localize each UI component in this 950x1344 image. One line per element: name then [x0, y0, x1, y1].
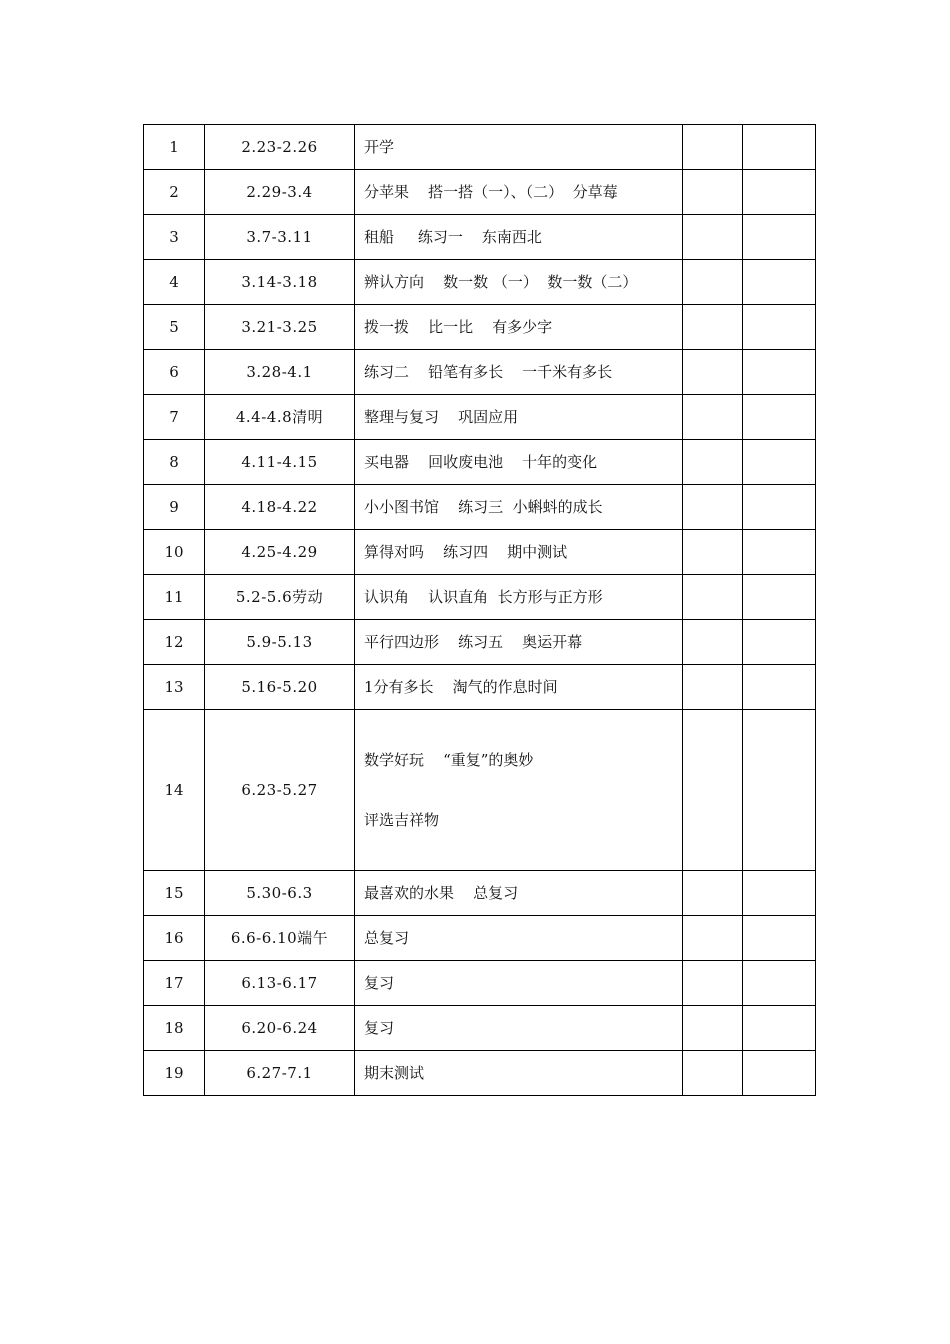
blank-cell — [743, 665, 816, 710]
table-row — [144, 260, 816, 305]
week-number: 14 — [144, 710, 205, 871]
date-range: 5.2-5.6劳动 — [205, 575, 355, 620]
week-number: 2 — [144, 170, 205, 215]
table-row — [144, 350, 816, 395]
date-range: 5.16-5.20 — [205, 665, 355, 710]
lesson-content: 小小图书馆 练习三 小蝌蚪的成长 — [355, 485, 683, 530]
week-number: 12 — [144, 620, 205, 665]
week-number: 17 — [144, 961, 205, 1006]
blank-cell — [743, 1051, 816, 1096]
table-row — [144, 665, 816, 710]
lesson-content: 辨认方向 数一数 （一） 数一数（二） — [355, 260, 683, 305]
week-number: 7 — [144, 395, 205, 440]
lesson-content: 复习 — [355, 1006, 683, 1051]
lesson-content: 整理与复习 巩固应用 — [355, 395, 683, 440]
week-number: 11 — [144, 575, 205, 620]
blank-cell — [743, 620, 816, 665]
blank-cell — [743, 916, 816, 961]
week-number: 13 — [144, 665, 205, 710]
blank-cell — [683, 125, 743, 170]
date-range: 4.11-4.15 — [205, 440, 355, 485]
lesson-content: 认识角 认识直角 长方形与正方形 — [355, 575, 683, 620]
lesson-content: 最喜欢的水果 总复习 — [355, 871, 683, 916]
date-range: 3.7-3.11 — [205, 215, 355, 260]
table-row — [144, 395, 816, 440]
date-range: 5.9-5.13 — [205, 620, 355, 665]
blank-cell — [743, 575, 816, 620]
lesson-content: 1分有多长 淘气的作息时间 — [355, 665, 683, 710]
blank-cell — [743, 1006, 816, 1051]
week-number: 1 — [144, 125, 205, 170]
week-number: 5 — [144, 305, 205, 350]
lesson-content: 总复习 — [355, 916, 683, 961]
blank-cell — [683, 620, 743, 665]
blank-cell — [683, 665, 743, 710]
week-number: 9 — [144, 485, 205, 530]
blank-cell — [743, 530, 816, 575]
blank-cell — [743, 710, 816, 871]
table-row — [144, 916, 816, 961]
week-number: 15 — [144, 871, 205, 916]
blank-cell — [683, 530, 743, 575]
blank-cell — [683, 215, 743, 260]
blank-cell — [683, 961, 743, 1006]
table-row — [144, 871, 816, 916]
date-range: 4.25-4.29 — [205, 530, 355, 575]
date-range: 2.23-2.26 — [205, 125, 355, 170]
lesson-content — [355, 710, 683, 871]
blank-cell — [743, 350, 816, 395]
blank-cell — [743, 871, 816, 916]
blank-cell — [683, 170, 743, 215]
blank-cell — [683, 710, 743, 871]
date-range: 3.14-3.18 — [205, 260, 355, 305]
teaching-schedule-table — [143, 124, 816, 1096]
blank-cell — [743, 215, 816, 260]
table-row — [144, 961, 816, 1006]
blank-cell — [743, 260, 816, 305]
lesson-content: 平行四边形 练习五 奥运开幕 — [355, 620, 683, 665]
blank-cell — [683, 305, 743, 350]
lesson-content: 买电器 回收废电池 十年的变化 — [355, 440, 683, 485]
blank-cell — [683, 440, 743, 485]
date-range: 4.4-4.8清明 — [205, 395, 355, 440]
week-number: 8 — [144, 440, 205, 485]
date-range: 6.13-6.17 — [205, 961, 355, 1006]
blank-cell — [743, 125, 816, 170]
date-range: 6.27-7.1 — [205, 1051, 355, 1096]
lesson-content-line: 评选吉祥物 — [364, 811, 440, 829]
table-row — [144, 620, 816, 665]
lesson-content: 拨一拨 比一比 有多少字 — [355, 305, 683, 350]
lesson-content: 分苹果 搭一搭（一）、（二） 分草莓 — [355, 170, 683, 215]
blank-cell — [683, 871, 743, 916]
table-row — [144, 710, 816, 871]
lesson-content: 复习 — [355, 961, 683, 1006]
week-number: 18 — [144, 1006, 205, 1051]
table-row — [144, 1006, 816, 1051]
blank-cell — [683, 575, 743, 620]
date-range: 3.21-3.25 — [205, 305, 355, 350]
lesson-content: 租船 练习一 东南西北 — [355, 215, 683, 260]
table-row — [144, 305, 816, 350]
table-row — [144, 215, 816, 260]
blank-cell — [683, 1051, 743, 1096]
week-number: 10 — [144, 530, 205, 575]
blank-cell — [683, 260, 743, 305]
table-row — [144, 1051, 816, 1096]
lesson-content: 开学 — [355, 125, 683, 170]
blank-cell — [743, 305, 816, 350]
table-row — [144, 485, 816, 530]
blank-cell — [683, 916, 743, 961]
date-range: 5.30-6.3 — [205, 871, 355, 916]
week-number: 16 — [144, 916, 205, 961]
blank-cell — [743, 440, 816, 485]
blank-cell — [683, 1006, 743, 1051]
lesson-content: 练习二 铅笔有多长 一千米有多长 — [355, 350, 683, 395]
date-range: 3.28-4.1 — [205, 350, 355, 395]
week-number: 19 — [144, 1051, 205, 1096]
blank-cell — [743, 170, 816, 215]
week-number: 4 — [144, 260, 205, 305]
blank-cell — [683, 395, 743, 440]
table-row — [144, 575, 816, 620]
table-row — [144, 170, 816, 215]
week-number: 3 — [144, 215, 205, 260]
week-number: 6 — [144, 350, 205, 395]
date-range: 6.20-6.24 — [205, 1006, 355, 1051]
date-range: 4.18-4.22 — [205, 485, 355, 530]
lesson-content: 算得对吗 练习四 期中测试 — [355, 530, 683, 575]
lesson-content-line: 数学好玩 “重复”的奥妙 — [364, 751, 534, 769]
date-range: 2.29-3.4 — [205, 170, 355, 215]
blank-cell — [683, 350, 743, 395]
table-row — [144, 440, 816, 485]
lesson-content: 期末测试 — [355, 1051, 683, 1096]
blank-cell — [683, 485, 743, 530]
blank-cell — [743, 961, 816, 1006]
table-row — [144, 530, 816, 575]
blank-cell — [743, 485, 816, 530]
date-range: 6.23-5.27 — [205, 710, 355, 871]
table-row — [144, 125, 816, 170]
date-range: 6.6-6.10端午 — [205, 916, 355, 961]
blank-cell — [743, 395, 816, 440]
